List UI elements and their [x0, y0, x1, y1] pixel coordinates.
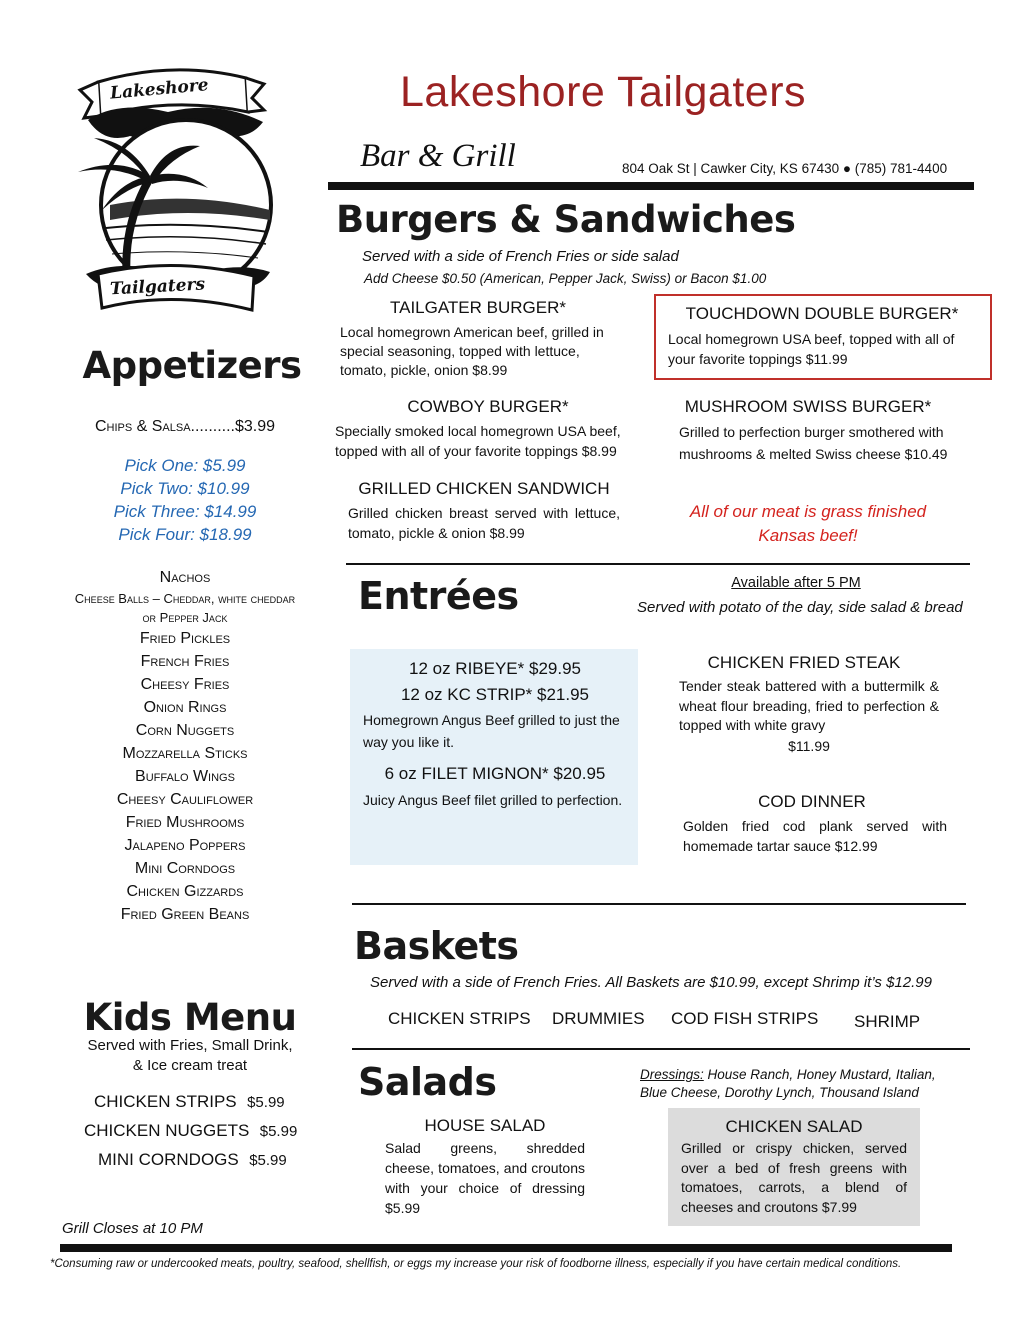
- dressings-note: [640, 1066, 960, 1102]
- pick-price: Pick One: $5.99: [124, 456, 246, 475]
- divider-rule: [346, 563, 970, 565]
- appetizer-item: Fried Mushrooms: [125, 814, 245, 831]
- kids-item-name: MINI CORNDOGS: [98, 1150, 239, 1169]
- basket-chicken-strips: CHICKEN STRIPS: [388, 1009, 531, 1028]
- appetizer-item: Cheese Balls – Cheddar, white cheddar: [74, 591, 296, 606]
- chicken-fried-steak-name: CHICKEN FRIED STEAK: [707, 653, 901, 672]
- appetizer-item: Onion Rings: [143, 699, 227, 716]
- kids-subtitle: [60, 1036, 320, 1076]
- pick-list: [60, 454, 310, 546]
- mushroom-swiss-burger-desc: Grilled to perfection burger smothered with mushrooms & melted Swiss cheese $10.49: [679, 424, 948, 462]
- appetizer-item: Buffalo Wings: [135, 768, 235, 785]
- kids-item-price: $5.99: [259, 1123, 298, 1140]
- entrees-available: Available after 5 PM: [731, 575, 861, 591]
- touchdown-burger-desc: Local homegrown USA beef, topped with all of your favorite toppings $11.99: [668, 331, 955, 367]
- chips-salsa-item: Chips & Salsa..........$3.99: [94, 418, 276, 435]
- dressings-line: [640, 1066, 960, 1084]
- touchdown-burger-name: TOUCHDOWN DOUBLE BURGER*: [685, 304, 959, 323]
- page-title: Lakeshore Tailgaters: [400, 68, 807, 116]
- kids-item-name: CHICKEN NUGGETS: [84, 1121, 250, 1140]
- pick-price: Pick Four: $18.99: [118, 525, 252, 544]
- appetizer-item: Corn Nuggets: [135, 722, 235, 739]
- angus-beef-desc: Homegrown Angus Beef grilled to just the way you like it.: [363, 712, 620, 750]
- baskets-subtitle: Served with a side of French Fries. All Baskets are $10.99, except Shrimp it’s $12.99: [370, 974, 932, 991]
- basket-shrimp: SHRIMP: [854, 1012, 921, 1031]
- filet-mignon-desc: Juicy Angus Beef filet grilled to perfection.: [363, 792, 623, 808]
- cod-dinner-desc: Golden fried cod plank served with homemade tartar sauce $12.99: [683, 818, 947, 854]
- divider-rule: [352, 903, 966, 905]
- chicken-fried-steak-desc: Tender steak battered with a buttermilk & wheat flour breading, fried to perfection & topped with white gravy: [679, 678, 939, 733]
- appetizer-item: Fried Green Beans: [120, 906, 250, 923]
- logo-top-text: Lakeshore: [109, 75, 210, 104]
- entrees-served: Served with potato of the day, side salad & bread: [637, 599, 963, 616]
- chicken-salad-desc: Grilled or crispy chicken, served over a bed of fresh greens with tomatoes, carrots, a blend of cheeses and croutons $7.99: [681, 1140, 907, 1215]
- foodborne-disclaimer: *Consuming raw or undercooked meats, poultry, seafood, shellfish, or eggs my increase your risk of foodborne illness, especially if you have certain medical conditions.: [50, 1258, 902, 1270]
- header-rule: [328, 182, 974, 190]
- appetizer-item: Chicken Gizzards: [126, 883, 244, 900]
- kids-item: [84, 1117, 324, 1146]
- cowboy-burger-name: COWBOY BURGER*: [407, 397, 569, 416]
- appetizer-item: Mini Corndogs: [134, 860, 236, 877]
- appetizer-item: Cheesy Fries: [140, 676, 230, 693]
- grilled-chicken-sandwich-desc: Grilled chicken breast served with lettuce, tomato, pickle & onion $8.99: [348, 505, 620, 541]
- logo-bottom-text: Tailgaters: [109, 274, 206, 300]
- appetizer-item: Fried Pickles: [139, 630, 231, 647]
- kids-item-price: $5.99: [249, 1152, 287, 1169]
- kids-items: [84, 1088, 324, 1175]
- dressings-line: Blue Cheese, Dorothy Lynch, Thousand Island: [640, 1085, 919, 1100]
- burgers-addons: Add Cheese $0.50 (American, Pepper Jack, Swiss) or Bacon $1.00: [364, 271, 767, 286]
- kids-item: [84, 1146, 324, 1175]
- basket-drummies: DRUMMIES: [552, 1009, 645, 1028]
- burgers-subtitle: Served with a side of French Fries or side salad: [362, 248, 679, 265]
- chicken-salad-name: CHICKEN SALAD: [725, 1117, 863, 1136]
- salads-heading: Salads: [358, 1060, 497, 1104]
- dressings-label: Dressings:: [640, 1067, 704, 1082]
- tailgater-burger-name: TAILGATER BURGER*: [389, 298, 566, 317]
- grill-closes-note: Grill Closes at 10 PM: [62, 1220, 203, 1237]
- kids-item-price: $5.99: [247, 1094, 285, 1111]
- ribeye-item: 12 oz RIBEYE* $29.95: [408, 659, 581, 678]
- appetizer-item: French Fries: [140, 653, 230, 670]
- kids-item: [84, 1088, 324, 1117]
- cowboy-burger-desc: Specially smoked local homegrown USA beef, topped with all of your favorite toppings $8.99: [335, 423, 621, 459]
- pick-price: Pick Three: $14.99: [113, 502, 257, 521]
- kids-subtitle-line: & Ice cream treat: [132, 1057, 248, 1074]
- appetizer-list: [40, 566, 330, 926]
- filet-mignon-item: 6 oz FILET MIGNON* $20.95: [384, 764, 606, 783]
- address-line: 804 Oak St | Cawker City, KS 67430 ● (785) 781-4400: [622, 161, 948, 176]
- grass-finished-note: [666, 500, 950, 548]
- burgers-heading: Burgers & Sandwiches: [336, 198, 796, 241]
- house-salad-name: HOUSE SALAD: [424, 1116, 546, 1135]
- divider-rule: [352, 1048, 970, 1050]
- house-salad-desc: Salad greens, shredded cheese, tomatoes, and croutons with your choice of dressing $5.99: [385, 1140, 585, 1216]
- restaurant-logo: [58, 60, 288, 320]
- kids-subtitle-line: Served with Fries, Small Drink,: [87, 1037, 293, 1054]
- kc-strip-item: 12 oz KC STRIP* $21.95: [400, 685, 590, 704]
- appetizer-item: Cheesy Cauliflower: [116, 791, 254, 808]
- pick-price: Pick Two: $10.99: [120, 479, 250, 498]
- kids-item-name: CHICKEN STRIPS: [94, 1092, 237, 1111]
- footer-rule: [60, 1244, 952, 1252]
- cod-dinner-name: COD DINNER: [758, 792, 866, 811]
- steak-box: [350, 649, 638, 865]
- appetizer-item: Nachos: [159, 569, 211, 586]
- appetizer-item: Jalapeno Poppers: [124, 837, 246, 854]
- mushroom-swiss-burger-name: MUSHROOM SWISS BURGER*: [684, 397, 932, 416]
- entrees-heading: Entrées: [358, 574, 519, 618]
- appetizers-heading: Appetizers: [82, 344, 302, 387]
- grass-finished-line: Kansas beef!: [758, 526, 858, 545]
- chicken-fried-steak-price: $11.99: [788, 738, 830, 754]
- grilled-chicken-sandwich-name: GRILLED CHICKEN SANDWICH: [358, 479, 610, 498]
- basket-cod-fish-strips: COD FISH STRIPS: [671, 1009, 819, 1028]
- dressings-list: House Ranch, Honey Mustard, Italian,: [703, 1067, 936, 1082]
- appetizer-item: Mozzarella Sticks: [122, 745, 248, 762]
- tailgater-burger-desc: Local homegrown American beef, grilled in special seasoning, topped with lettuce, tomato, pickle, onion $8.99: [340, 324, 604, 378]
- page-subtitle: Bar & Grill: [360, 138, 516, 174]
- grass-finished-line: All of our meat is grass finished: [689, 502, 927, 521]
- baskets-heading: Baskets: [354, 924, 519, 968]
- appetizer-item: or Pepper Jack: [142, 610, 228, 625]
- kids-menu-heading: Kids Menu: [83, 996, 297, 1039]
